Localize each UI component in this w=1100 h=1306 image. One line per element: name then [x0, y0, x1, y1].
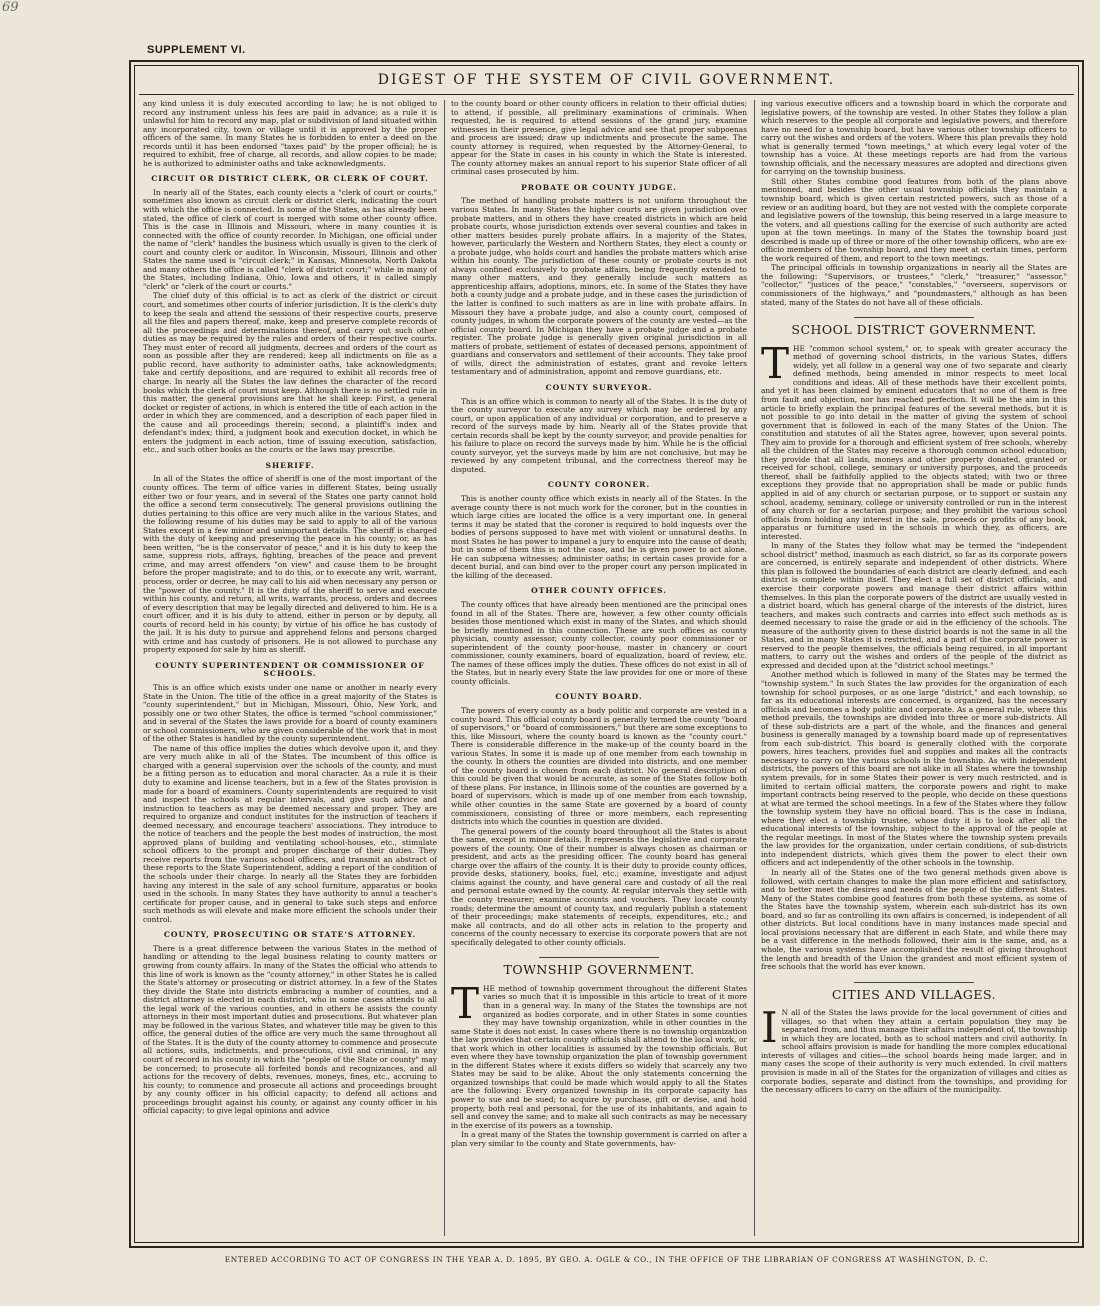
paragraph: The powers of every county as a body politic and corporate are vested in a county board. This official county board is generally termed the county "board of supervisors," or "board of commissioners," but there are some exceptions to this, like Missouri, where the county board is known as the "county court." There is considerable difference in the make-up of the county board in the various States. In some it is made up of one member from each township in the county. In others the counties are divided into districts, and one member of the county board is chosen from each district. No general description of this could be given that would be accurate, as some of the States follow both of these plans. For instance, in Illinois some of the counties are governed by a board of supervisors, which is made up of one member from each township, while other counties in the same State are governed by a board of county commissioners, consisting of three or more members, each representing districts into which the counties in question are divided. [451, 706, 747, 827]
copyright-footer: ENTERED ACCORDING TO ACT OF CONGRESS IN THE YEAR A. D. 1895, BY GEO. A. OGLE & CO., IN THE OFFICE OF THE LIBRARIAN OF CONGRESS AT WASHINGTON, D. C. [224, 1255, 989, 1264]
paragraph: Another method which is followed in many of the States may be termed the "township system." In such States the law provides for the organization of each township for school purposes, or as one large "district," and each township, so far as its educational interests are concerned, is organized, has the necessary officials and becomes a body politic and corporate. As a general rule, where this method prevails, the townships are divided into three or more sub-districts. All of these sub-districts are a part of the whole, and the finances and general business is generally managed by a township board made up of representatives from each sub-district. This board is generally clothed with the corporate powers, hires teachers, provides fuel and supplies and makes all the contracts necessary to carry on the various schools in the township. As with independent districts, the powers of this board are not alike in all States where the township system prevails, for in some States their power is very much restricted, and is limited to certain official matters, the corporate powers and right to make important contracts being reserved to the people, who decide on these questions at what are termed the school meetings. In a few of the States where they follow the township system they have no official board. This is the case in Indiana, where they elect a township trustee, whose duty it is to look after all the educational interests of the township, subject to the approval of the people at the regular meetings. In most of the States where the township system prevails the law provides for the organization, under certain conditions, of sub-districts into independent districts, which gives them the power to elect their own officers and act independently of the other schools in the township. [761, 670, 1067, 868]
paragraph [451, 978, 747, 1130]
paragraph: This is an office which is common to nearly all of the States. It is the duty of the county surveyor to execute any survey which may be ordered by any court, or upon application of any individual or corporation, and to preserve a record of the surveys made by him. Nearly all of the States provide that certain records shall be kept by the county surveyor, and provide penalties for his failure to place on record the surveys made by him. While he is the official county surveyor, yet the surveys made by him are not conclusive, but may be reviewed by any competent tribunal, and the correctness thereof may be disputed. [451, 396, 747, 474]
paragraph: ing various executive officers and a township board in which the corporate and legislative powers, of the township are vested. In other States they follow a plan which reserves to the people all corporate and legislative powers, and therefore have no need for a township board, but have various other township officers to carry out the wishes and orders of the voters. Where this plan prevails they hold what is generally termed "town meetings," at which every legal voter of the township has a voice. At these meetings reports are had from the various township officials, and the necessary measures are adopted and directions given for carrying on the township business. [761, 100, 1067, 177]
paragraph: The chief duty of this official is to act as clerk of the district or circuit court, and sometimes other courts of inferior jurisdiction. It is the clerk's duty to keep the seals and attend the sessions of their respective courts, preserve all the files and papers thereof, make, keep and preserve complete records of all the proceedings and determinations thereof, and carry out such other duties as may be required by the rules and orders of their respective courts. They must enter of record all judgments, decrees and orders of the court as soon as possible after they are rendered; keep all indictments on file as a public record, have authority to administer oaths, take acknowledgments; take and certify depositions, and are required to exhibit all records free of charge. In nearly all the States the law defines the character of the record books which the clerk of court must keep. Although there is no settled rule in this matter, the general provisions are that he shall keep: First, a general docket or register of actions, in which is entered the title of each action in the order in which they are commenced, and a description of each paper filed in the cause and all proceedings therein; second, a plaintiff's index and defendant's index; third, a judgment book and execution docket, in which he enters the judgment in each action, time of issuing execution, satisfaction, etc., and such other books as the courts or the laws may prescribe. [143, 291, 437, 455]
paragraph [761, 1003, 1067, 1095]
drop-cap: I [761, 1003, 778, 1053]
page-corner-mark: 69 [2, 0, 19, 15]
section-divider [854, 982, 974, 983]
section-heading: OTHER COUNTY OFFICES. [531, 586, 667, 596]
drop-cap: T [761, 338, 790, 388]
paragraph: The method of handling probate matters is not uniform throughout the various States. In many States the higher courts are given jurisdiction over probate matters, and in others they have created districts in which are held probate courts, whose jurisdiction extends over several counties and takes in other matters besides purely probate affairs. In a majority of the States, however, particularly the Western and Northern States, they elect a county or a probate judge, who holds court and handles the probate matters which arise within his county. The jurisdiction of these county or probate courts is not always confined exclusively to probate affairs, being frequently extended to many other matters, and they generally include such matters as apprenticeship affairs, adoptions, minors, etc. In some of the States they have both a county judge and a probate judge, and in these cases the jurisdiction of the latter is confined to such matters as are in line with probate affairs. In Missouri they have a probate judge, and also a county court, composed of county judges, in whom the corporate powers of the county are vested—as the official county board. In Michigan they have a probate judge and a probate register. The probate judge is generally given original jurisdiction in all matters of probate, settlement of estates of deceased persons, appointment of guardians and conservators and settlement of their accounts. They take proof of wills, direct the administration of estates, grant and revoke letters testamentary and of administration, appoint and remove guardians, etc. [451, 196, 747, 377]
paragraph: There is a great difference between the various States in the method of handling or attending to the legal business relating to county matters or growing from county affairs. In many of the States the official who attends to this line of work is known as the "county attorney," in other States he is called the State's attorney or prosecuting or district attorney. In a few of the States they divide the State into districts embracing a number of counties, and a district attorney is elected in each district, who in some cases attends to all the legal work of the various counties, and in others he assists the county attorneys in their most important duties and prosecutions. But whatever plan may be followed in the various States, and whatever title may be given to this office, the general duties of the office are very much the same throughout all of the States. It is the duty of the county attorney to commence and prosecute all actions, suits, indictments, and prosecutions, civil and criminal, in any court of record in his county in which the "people of the State or county" may be concerned; to prosecute all forfeited bonds and recognizances, and all actions for the recovery of debts, revenues, moneys, fines, etc., accruing to his county; to commence and prosecute all actions and proceedings brought by any county officer in his official capacity; to defend all actions and proceedings brought against his county, or against any county officer in his official capacity; to give legal opinions and advice [143, 943, 437, 1116]
paragraph-text: HE method of township government throughout the different States varies so much that it is impossible in this article to treat of it more than in a general way. In many of the States the townships are not organized as bodies corporate, and in other States in some counties they may have township organization, while in other counties in the same State it does not exist. In cases where there is no township organization the law provides that certain county officials shall attend to the local work, or that work which in other localities is assumed by the township officials. But even where they have township organization the plan of township government in the different States where it exists differs so widely that scarcely any two States may be said to be alike. About the only statements concerning the organized townships that could be made which would apply to all the States are the following: Every organized township in its corporate capacity has power to sue and be sued; to acquire by purchase, gift or devise, and hold property, both real and personal, for the use of its inhabitants, and again to sell and convey the same; and to make all such contracts as may be necessary in the exercise of its powers as a township. [451, 983, 747, 1130]
drop-cap: T [451, 978, 480, 1028]
section-heading: PROBATE OR COUNTY JUDGE. [521, 182, 677, 192]
paragraph-text: N all of the States the laws provide for the local government of cities and villages, so that when they attain a certain population they may be separated from, and thus manage their affairs independent of, the township in which they are located, both as to school matters and civil authority. In school affairs provision is made for handling the more complex educational interests of villages and cities—the school boards being made larger, and in many cases the scope of their authority is very much extended. In civil matters provision is made in all of the States for the organization of villages and cities as corporate bodies, separate and distinct from the townships, and providing for the necessary officers to carry on the affairs of the municipality. [761, 1008, 1067, 1095]
paragraph: Still other States combine good features from both of the plans above mentioned, and besides the other usual township officials they maintain a township board, which is given certain restricted powers, such as those of a review or an auditing board, but they are not vested with the complete corporate and legislative powers of the township, this being reserved in a large measure to the voters, and all questions calling for the exercise of such authority are acted upon at the town meetings. In many of the States the township board just described is made up of three or more of the other township officers, who are ex-officio members of the township board, and they meet at certain times, perform the work required of them, and report to the town meetings. [761, 176, 1067, 263]
section-heading-school: SCHOOL DISTRICT GOVERNMENT. [791, 322, 1037, 338]
column-rule-1 [444, 100, 445, 1236]
column-3 [761, 100, 1067, 1238]
paragraph: This is an office which exists under one name or another in nearly every State in the Union. The title of the office in a great majority of the States is "county superintendent," but in Michigan, Missouri, Ohio, New York, and possibly one or two other States, the office is termed "school commissioner," and in several of the States the laws provide for a board of county examiners or school commissioners, who are given considerable of the work that in most of the other States is handled by the county superintendent. [143, 683, 437, 744]
paragraph: In a great many of the States the township government is carried on after a plan very similar to the county and State governments, hav- [451, 1130, 747, 1148]
section-heading-cities: CITIES AND VILLAGES. [831, 986, 997, 1002]
paragraph: The name of this office implies the duties which devolve upon it, and they are very much alike in all of the States. The incumbent of this office is charged with a general supervision over the schools of the county, and must be a fitting person as to education and moral character. As a rule it is their duty to examine and license teachers, but in a few of the States provision is made for a board of examiners. County superintendents are required to visit and inspect the schools at regular intervals, and give such advice and instruction to teachers as may be deemed necessary and proper. They are required to organize and conduct institutes for the instruction of teachers if deemed necessary, and encourage teachers' associations. They introduce to the notice of teachers and the people the best modes of instruction, the most approved plans of building and ventilating school-houses, etc., stimulate school officers to the prompt and proper discharge of their duties. They receive reports from the various school officers, and transmit an abstract of these reports to the State Superintendent, adding a report of the condition of the schools under their charge. In nearly all the States they are forbidden having any interest in the sale of any school furniture, apparatus or books used in the schools. In many States they have authority to annul a teacher's certificate for proper cause, and in general to take such steps and enforce such methods as will elevate and make more efficient the schools under their control. [143, 743, 437, 924]
digest-title: DIGEST OF THE SYSTEM OF CIVIL GOVERNMENT. [377, 72, 836, 88]
section-heading-township: TOWNSHIP GOVERNMENT. [503, 962, 695, 978]
paragraph-text: HE "common school system," or, to speak with greater accuracy the method of governing school districts, in the various States, differs widely, yet all follow in a general way one of two separate and clearly defined methods, being amended in minor respects to meet local conditions and ideas. All of these methods have their excellent points, and yet it has been claimed by eminent educators that no one of them is free from fault and objection, nor has reached perfection. It will be the aim in this article to briefly explain the principal features of the several methods, but it is not possible to go into detail in the matter of giving the system of school government that is followed in each of the many States of the Union. The constitution and statutes of all the States agree, however, upon several points. They aim to provide for a thorough and efficient system of free schools, whereby all the children of the States may receive a thorough common school education; they provide that all lands, moneys and other property donated, granted or received for school, college, seminary or university purposes, and the proceeds thereof, shall be faithfully applied to the objects stated; with two or three exceptions they provide that no appropriation shall be made or public funds applied in aid of any church or sectarian purpose, or to support or sustain any school, academy, seminary, college or university controlled or run in the interest of any church or for a sectarian purpose; and they prohibit the various school officials from holding any interest in the sale, proceeds or profits of any book, apparatus or furniture used in the schools in which they, as officers, are interested. [761, 343, 1067, 541]
paragraph: In nearly all of the States, each county elects a "clerk of court or courts," sometimes also known as circuit clerk or district clerk, indicating the court with which the office is connected. In some of the States, as has already been stated, the office of clerk of court is merged with some other county office. This is the case in Illinois and Missouri, where in many counties it is connected with the office of county recorder. In Michigan, one official under the name of "clerk" handles the business which usually is given to the clerk of court and county clerk or auditor. In Wisconsin, Missouri, Illinois and other States the name used is "circuit clerk;" in Kansas, Minnesota, North Dakota and many others the office is called "clerk of district court;" while in many of the States, including Indiana, Ohio, Iowa and others, it is called simply "clerk" or "clerk of the court or courts." [143, 187, 437, 291]
paragraph [761, 338, 1067, 542]
paragraph: This is another county office which exists in nearly all of the States. In the average county there is not much work for the coroner, but in the counties in which large cities are located the office is a very important one. In general terms it may be stated that the coroner is required to hold inquests over the bodies of persons supposed to have met with violent or unnatural deaths. In most States he has power to impanel a jury to enquire into the cause of death; but in some of them this is not the case, and he is given power to act alone. He can subpœna witnesses; administer oaths; in certain cases provide for a decent burial, and can bind over to the proper court any person implicated in the killing of the deceased. [451, 493, 747, 580]
supplement-label: SUPPLEMENT VI. [147, 44, 246, 56]
section-divider [539, 957, 659, 958]
section-heading: CIRCUIT OR DISTRICT CLERK, OR CLERK OF COURT. [151, 174, 429, 184]
paragraph: The general powers of the county board throughout all the States is about the same, except in minor details. It represents the legislative and corporate powers of the county. One of their number is always chosen as chairman or president, and acts as the presiding officer. The county board has general charge over the affairs of the county. It is their duty to provide county offices, provide desks, stationery, books, fuel, etc.; examine, investigate and adjust claims against the county, and have general care and custody of all the real and personal estate owned by the county. At regular intervals they settle with the county treasurer; examine accounts and vouchers. They locate county roads; determine the amount of county tax, and regularly publish a statement of their proceedings; make statements of receipts, expenditures, etc.; and make all contracts, and do all other acts in relation to the property and concerns of the county necessary to exercise its corporate powers that are not specifically delegated to other county officials. [451, 826, 747, 947]
section-heading: SHERIFF. [265, 460, 315, 470]
section-divider [854, 317, 974, 318]
paragraph: In many of the States they follow what may be termed the "independent school district" method, inasmuch as each district, so far as its corporate powers are concerned, is entirely separate and independent of other districts. Where this plan is followed the boundaries of each district are clearly defined, and each district is complete within itself. They elect a full set of district officials, and exercise their corporate powers and manage their district affairs within themselves. In this plan the corporate powers of the district are usually vested in a district board, which has general charge of the interests of the district, hires teachers, and makes such contracts and carries into effect such methods as is deemed necessary to raise the grade or aid in the efficiency of the schools. The measure of the authority given to these district boards is not the same in all the States, and in many States it is restricted, and a part of the corporate power is reserved to the people themselves, the officials being required, in all important matters, to carry out the wishes and orders of the people of the district as expressed and decided upon at the "district school meetings." [761, 541, 1067, 670]
paragraph: In nearly all of the States one of the two general methods given above is followed, with certain changes to make the plan more efficient and satisfactory, and to better meet the desires and needs of the people of the different States. Many of the States combine good features from both these systems, as some of the States have the township system, wherein each sub-district has its own board, and so far as controlling its own affairs is concerned, is independent of all other districts. But local conditions have in many instances made special and local provisions necessary that are different in each State, and while there may be a vast difference in the methods followed, their aim is the same, and, as a whole, the various systems have accomplished the result of giving throughout the length and breadth of the Union the grandest and most efficient system of free schools that the world has ever known. [761, 868, 1067, 972]
paragraph: to the county board or other county officers in relation to their official duties; to attend, if possible, all preliminary examinations of criminals. When requested, he is required to attend sessions of the grand jury, examine witnesses in their presence, give legal advice and see that proper subpoenas and process are issued; draw up indictments and prosecute the same. The county attorney is required, when requested by the Attorney-General, to appear for the State in cases in his county in which the State is interested. The county attorney makes an annual report to his superior State officer of all criminal cases prosecuted by him. [451, 100, 747, 177]
title-rule [139, 94, 1074, 95]
paragraph: The county offices that have already been mentioned are the principal ones found in all of the States. There are, however, a few other county officials besides those mentioned which exist in many of the States, and which should be briefly mentioned in this connection. These are such offices as county physician, county assessor, county collector, county poor commissioner or superintendent of the county poor-house, master in chancery or court commissioner, county examiners, board of equalization, board of review, etc. The names of these offices imply the duties. These offices do not exist in all of the States, but in nearly every State the law provides for one or more of these county officials. [451, 599, 747, 686]
paragraph: any kind unless it is duly executed according to law; he is not obliged to record any instrument unless his fees are paid in advance; as a rule it is unlawful for him to record any map, plat or subdivision of land situated within any incorporated city, town or village until it is approved by the proper officers of the same. In many States he is forbidden to enter a deed on the records until it has been endorsed "taxes paid" by the proper official; he is required to exhibit, free of charge, all records, and allow copies to be made; he is authorized to administer oaths and take acknowledgments. [143, 100, 437, 168]
paragraph: In all of the States the office of sheriff is one of the most important of the county offices. The term of office varies in different States, being usually either two or four years, and in several of the States one party cannot hold the office a second term consecutively. The general provisions outlining the duties pertaining to this office are very much alike in the various States, and the following resume of his duties may be said to apply to all of the various States except in a few minor and unimportant details. The sheriff is charged with the duty of keeping and preserving the peace in his county; or, as has been written, "he is the conservator of peace," and it is his duty to keep the same, suppress riots, affrays, fighting, breaches of the peace and prevent crime, and may arrest offenders "on view" and cause them to be brought before the proper magistrate; and to do this, or to execute any writ, warrant, process, order or decree, he may call to his aid when necessary any person or the "power of the county." It is the duty of the sheriff to serve and execute within his county, and return, all writs, warrants, process, orders and decrees of every description that may be legally directed and delivered to him. He is a court officer, and it is his duty to attend, either in person or by deputy, all courts of record held in his county; by virtue of his office he has custody of the jail. It is his duty to pursue and apprehend felons and persons charged with crime and has custody of prisoners. He is not allowed to purchase any property exposed for sale by him as sheriff. [143, 474, 437, 655]
paragraph: The principal officials in township organizations in nearly all the States are the following: "Supervisors, or trustees," "clerk," "treasurer," "assessor," "collector," "justices of the peace," "constables," "overseers, supervisors or commissioners of the highways," and "poundmasters," although as has been stated, many of the States do not have all of these officials. [761, 263, 1067, 307]
column-rule-2 [754, 100, 755, 1236]
page-frame [129, 60, 1084, 1248]
column-1 [143, 100, 437, 1238]
section-heading: COUNTY BOARD. [555, 692, 643, 702]
section-heading: COUNTY CORONER. [547, 480, 651, 490]
section-heading: COUNTY SUPERINTENDENT OR COMMISSIONER OF SCHOOLS. [155, 660, 425, 679]
column-2 [451, 100, 747, 1238]
section-heading: COUNTY SURVEYOR. [545, 382, 653, 392]
section-heading: COUNTY, PROSECUTING OR STATE'S ATTORNEY. [163, 930, 417, 940]
